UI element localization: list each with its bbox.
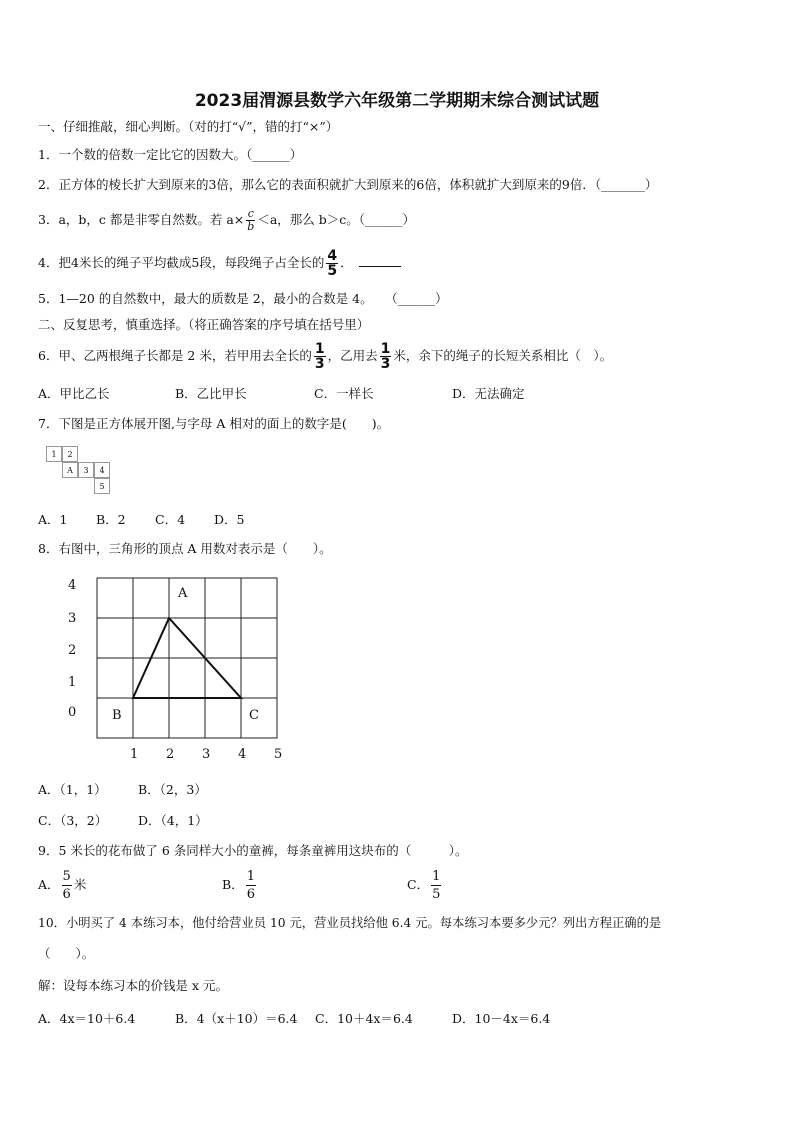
question-7-option-b[interactable]: B．2 <box>96 512 126 527</box>
question-9: 9．5 米长的花布做了 6 条同样大小的童裤，每条童裤用这块布的（ ）。 <box>38 843 468 858</box>
question-9-option-a[interactable] <box>38 868 86 903</box>
question-10-option-a[interactable]: A．4x＝10＋6.4 <box>38 1011 136 1026</box>
x-tick-2: 2 <box>166 747 175 762</box>
question-8-option-d[interactable]: D．（4，1） <box>138 813 208 828</box>
question-3-after: ＜a，那么 b＞c。（______） <box>257 212 416 227</box>
fraction-one-third-a: $\frac{1}{3}$ <box>314 341 325 372</box>
net-cell-3: 3 <box>78 462 94 478</box>
question-8-option-b[interactable]: B．（2，3） <box>138 782 207 797</box>
x-tick-3: 3 <box>202 747 211 762</box>
x-tick-1: 1 <box>130 747 139 762</box>
coordinate-grid-diagram <box>60 570 300 770</box>
question-6-option-c[interactable]: C．一样长 <box>314 386 374 401</box>
fraction-5-over-6: $\frac{5}{6}$ <box>62 869 71 902</box>
question-4-before: 4．把4米长的绳子平均截成5段，每段绳子占全长的 <box>38 255 325 270</box>
option-a-label: A． <box>38 877 60 892</box>
question-9-option-c[interactable] <box>407 868 443 903</box>
answer-blank[interactable] <box>359 254 401 267</box>
section-1-heading: 一、仔细推敲，细心判断。（对的打“√”，错的打“×”） <box>38 119 339 134</box>
y-tick-2: 2 <box>68 643 77 658</box>
fraction-4-over-5: $\frac{4}{5}$ <box>327 248 338 279</box>
net-cell-2: 2 <box>62 446 78 462</box>
x-tick-5: 5 <box>274 747 283 762</box>
vertex-a-label: A <box>178 586 188 601</box>
question-10-blank: （ ）。 <box>38 946 95 961</box>
question-3 <box>38 208 415 233</box>
question-1: 1．一个数的倍数一定比它的因数大。（______） <box>38 147 303 162</box>
fraction-one-third-b: $\frac{1}{3}$ <box>380 341 391 372</box>
question-6 <box>38 342 612 371</box>
option-c-label: C． <box>407 877 430 892</box>
option-b-label: B． <box>222 877 244 892</box>
net-cell-5: 5 <box>94 478 110 494</box>
net-cell-1: 1 <box>46 446 62 462</box>
y-tick-4: 4 <box>68 578 77 593</box>
cube-net-diagram <box>46 446 126 498</box>
question-7-option-d[interactable]: D．5 <box>214 512 245 527</box>
vertex-c-label: C <box>249 708 259 723</box>
question-10-option-b[interactable]: B．4（x＋10）＝6.4 <box>175 1011 298 1026</box>
question-6-option-b[interactable]: B．乙比甲长 <box>175 386 247 401</box>
question-7-option-c[interactable]: C．4 <box>155 512 186 527</box>
question-6-part3: 米，余下的绳子的长短关系相比（ ）。 <box>393 348 613 363</box>
y-tick-0: 0 <box>68 705 77 720</box>
question-2: 2．正方体的棱长扩大到原来的3倍，那么它的表面积就扩大到原来的6倍，体积就扩大到原来的9倍．（_______） <box>38 177 658 192</box>
question-4 <box>38 249 401 278</box>
question-5: 5．1—20 的自然数中，最大的质数是 2，最小的合数是 4。 （______） <box>38 291 448 306</box>
net-cell-4: 4 <box>94 462 110 478</box>
question-9-option-b[interactable] <box>222 868 258 903</box>
question-8: 8．右图中，三角形的顶点 A 用数对表示是（ ）。 <box>38 541 332 556</box>
question-8-option-a[interactable]: A．（1，1） <box>38 782 107 797</box>
question-6-option-a[interactable]: A．甲比乙长 <box>38 386 110 401</box>
question-4-after: ． <box>340 255 353 270</box>
question-3-before: 3．a，b，c 都是非零自然数。若 a× <box>38 212 245 227</box>
x-tick-4: 4 <box>238 747 247 762</box>
fraction-1-over-6: $\frac{1}{6}$ <box>246 869 255 902</box>
fraction-c-over-b: $\frac{c}{b}$ <box>247 207 255 233</box>
question-6-option-d[interactable]: D．无法确定 <box>452 386 525 401</box>
question-8-option-c[interactable]: C．（3，2） <box>38 813 108 828</box>
question-7-option-a[interactable]: A．1 <box>38 512 68 527</box>
y-tick-3: 3 <box>68 611 77 626</box>
option-a-unit: 米 <box>73 877 87 892</box>
fraction-1-over-5: $\frac{1}{5}$ <box>432 869 441 902</box>
net-cell-a: A <box>62 462 78 478</box>
question-6-part1: 6．甲、乙两根绳子长都是 2 米，若甲用去全长的 <box>38 348 312 363</box>
question-6-part2: ，乙用去 <box>327 348 378 363</box>
y-tick-1: 1 <box>68 675 77 690</box>
question-7: 7．下图是正方体展开图,与字母 A 相对的面上的数字是( )。 <box>38 416 390 431</box>
question-10-option-d[interactable]: D．10－4x＝6.4 <box>452 1011 551 1026</box>
question-10-option-c[interactable]: C．10＋4x＝6.4 <box>315 1011 413 1026</box>
question-10-solution: 解：设每本练习本的价钱是 x 元。 <box>38 978 228 993</box>
section-2-heading: 二、反复思考，慎重选择。（将正确答案的序号填在括号里） <box>38 317 370 332</box>
question-10: 10．小明买了 4 本练习本，他付给营业员 10 元，营业员找给他 6.4 元。每本练习本要多少元？列出方程正确的是 <box>38 916 662 930</box>
vertex-b-label: B <box>112 708 122 723</box>
page-title: 2023届渭源县数学六年级第二学期期末综合测试试题 <box>194 91 600 111</box>
